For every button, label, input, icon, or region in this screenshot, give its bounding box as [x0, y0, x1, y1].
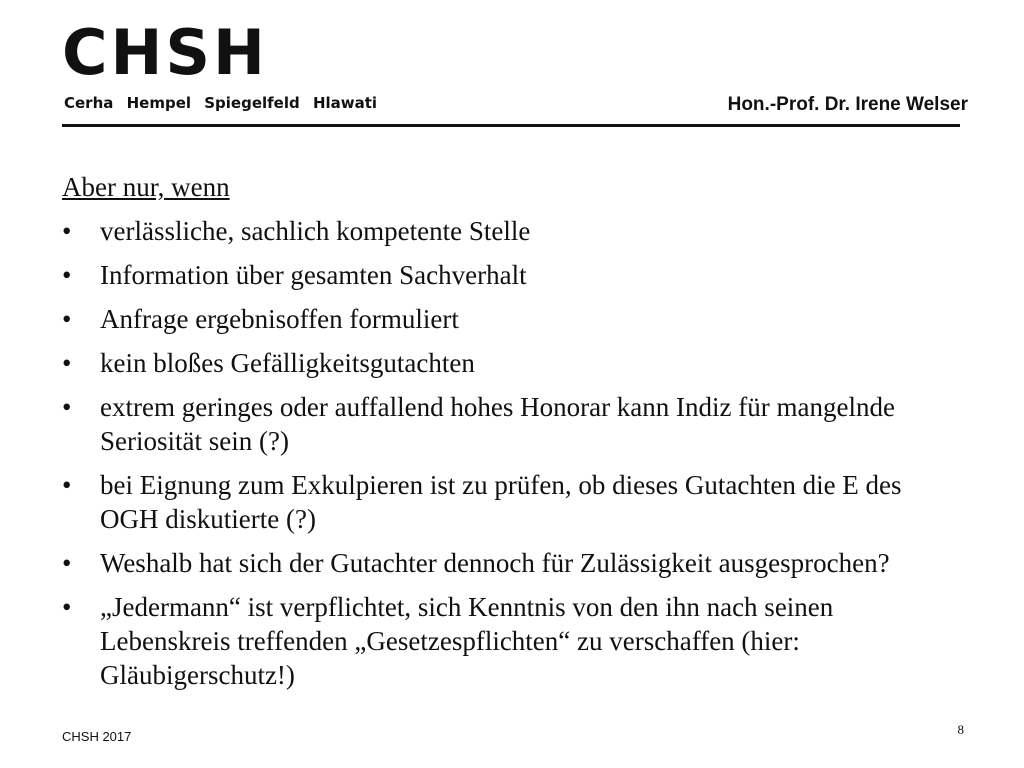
list-item: [62, 546, 962, 580]
list-item-text: Anfrage ergebnisoffen formuliert: [100, 304, 459, 334]
list-item-text: „Jedermann“ ist verpflichtet, sich Kenntnis von den ihn nach seinen Lebenskreis treffenden „Gesetzespflichten“ zu verschaffen (hier: Gläubigerschutz!): [100, 592, 834, 690]
slide-content: [62, 170, 962, 702]
bullet-icon: •: [62, 304, 72, 334]
list-item: [62, 258, 962, 292]
list-item: [62, 390, 962, 458]
author-name: Hon.-Prof. Dr. Irene Welser: [727, 94, 968, 115]
list-item-text: verlässliche, sachlich kompetente Stelle: [100, 216, 531, 246]
list-item-text: extrem geringes oder auffallend hohes Honorar kann Indiz für mangelnde Seriosität sein (?): [100, 392, 895, 456]
list-item: [62, 590, 962, 692]
bullet-icon: •: [62, 260, 72, 290]
bullet-icon: •: [62, 548, 72, 578]
bullet-icon: •: [62, 348, 72, 378]
list-item-text: Weshalb hat sich der Gutachter dennoch für Zulässigkeit ausgesprochen?: [100, 548, 890, 578]
intro-heading: Aber nur, wenn: [62, 172, 230, 202]
bullet-list: [62, 214, 962, 692]
header-divider: [62, 124, 960, 127]
logo-wordmark: CHSH: [62, 16, 268, 89]
list-item: [62, 302, 962, 336]
list-item-text: kein bloßes Gefälligkeitsgutachten: [100, 348, 475, 378]
bullet-icon: •: [62, 392, 72, 422]
footer-copyright: CHSH 2017: [62, 729, 132, 744]
bullet-icon: •: [62, 216, 72, 246]
list-item: [62, 468, 962, 536]
list-item-text: Information über gesamten Sachverhalt: [100, 260, 527, 290]
list-item: [62, 346, 962, 380]
list-item-text: bei Eignung zum Exkulpieren ist zu prüfen, ob dieses Gutachten die E des OGH diskutierte (?): [100, 470, 902, 534]
list-item: [62, 214, 962, 248]
logo-partner-names: Cerha Hempel Spiegelfeld Hlawati: [64, 94, 378, 112]
page-number: 8: [957, 722, 964, 737]
bullet-icon: •: [62, 470, 72, 500]
bullet-icon: •: [62, 592, 72, 622]
